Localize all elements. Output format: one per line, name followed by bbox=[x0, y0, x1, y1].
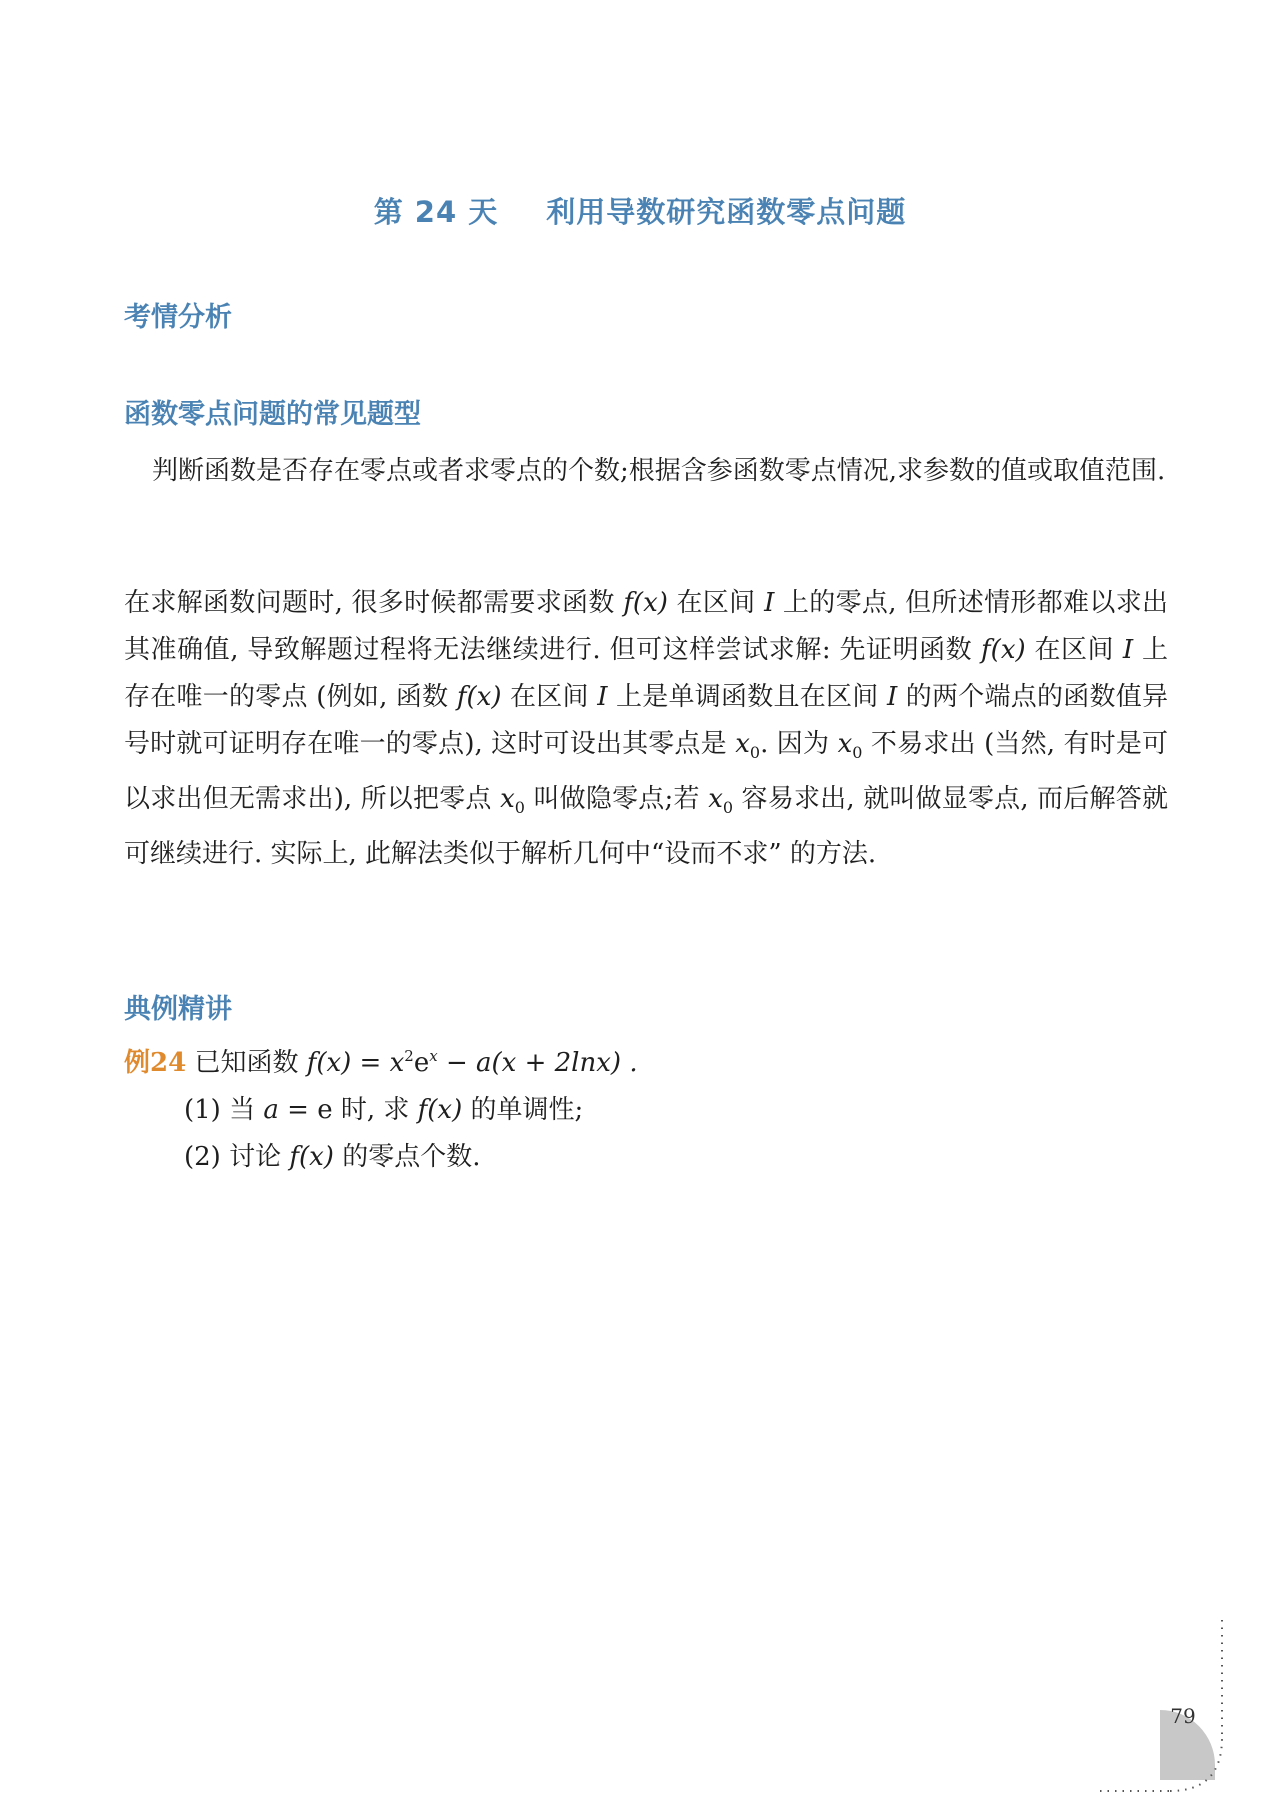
text-run: 叫做隐零点;若 bbox=[524, 784, 709, 814]
math-interval: I bbox=[597, 682, 608, 712]
math-fx: f(x) bbox=[456, 682, 502, 712]
section-heading-analysis: 考情分析 bbox=[124, 302, 232, 333]
math-x0: $x_0$ bbox=[708, 784, 734, 817]
text-run: 上存在唯一的零点 (例如, 函数 bbox=[124, 635, 1169, 712]
section-heading-question-types: 函数零点问题的常见题型 bbox=[124, 399, 421, 430]
question-types-paragraph: 判断函数是否存在零点或者求零点的个数;根据含参函数零点情况,求参数的值或取值范围. bbox=[152, 456, 1166, 486]
example-formula: $f(x) = x^2e^x - a(x + 2\ln x)$ . bbox=[306, 1047, 638, 1078]
example-24 bbox=[124, 1033, 1168, 1181]
text-run: 容易求出, 就叫做显零点, 而后解答就可继续进行. 实际上, 此解法类似于解析几何中“设而不求” 的方法. bbox=[124, 784, 1168, 869]
section-heading-examples: 典例精讲 bbox=[124, 994, 232, 1025]
hidden-zero-paragraph bbox=[124, 580, 1168, 878]
math-x0: $x_0$ bbox=[837, 729, 863, 762]
example-item-2: (2) 讨论 f(x) 的零点个数. bbox=[184, 1142, 481, 1172]
chapter-day-label: 第 24 天 bbox=[373, 195, 499, 229]
chapter-title-text: 利用导数研究函数零点问题 bbox=[546, 195, 907, 229]
math-x0: $x_0$ bbox=[735, 729, 761, 762]
text-run: 的两个端点的函数值异号时就可证明存在唯一的零点), 这时可设出其零点是 bbox=[124, 682, 1169, 759]
text-run: 不易求出 (当然, 有时是可以求出但无需求出), 所以把零点 bbox=[124, 729, 1168, 814]
text-run: 在求解函数问题时, 很多时候都需要求函数 bbox=[124, 588, 624, 618]
math-interval: I bbox=[1122, 635, 1134, 665]
example-item-1: (1) 当 a = e 时, 求 f(x) 的单调性; bbox=[184, 1095, 584, 1125]
example-stem bbox=[124, 1033, 1168, 1087]
text-run: 在区间 bbox=[1025, 635, 1123, 665]
text-run: . 因为 bbox=[760, 729, 838, 759]
text-run: 在区间 bbox=[501, 682, 598, 712]
math-interval: I bbox=[887, 682, 898, 712]
math-interval: I bbox=[764, 588, 775, 618]
math-fx: f(x) bbox=[981, 635, 1026, 665]
chapter-title bbox=[0, 190, 1280, 231]
text-run: 上的零点, 但所述情形都难以求出其准确值, 导致解题过程将无法继续进行. 但可这样尝试求解: 先证明函数 bbox=[124, 588, 1169, 665]
text-run: 上是单调函数且在区间 bbox=[607, 682, 888, 712]
math-fx: f(x) bbox=[623, 588, 668, 618]
example-stem-text: 已知函数 bbox=[194, 1048, 307, 1078]
example-label: 例24 bbox=[124, 1048, 187, 1078]
math-x0: $x_0$ bbox=[500, 784, 525, 817]
text-run: 在区间 bbox=[667, 588, 765, 618]
page-number: 79 bbox=[1170, 1704, 1196, 1728]
